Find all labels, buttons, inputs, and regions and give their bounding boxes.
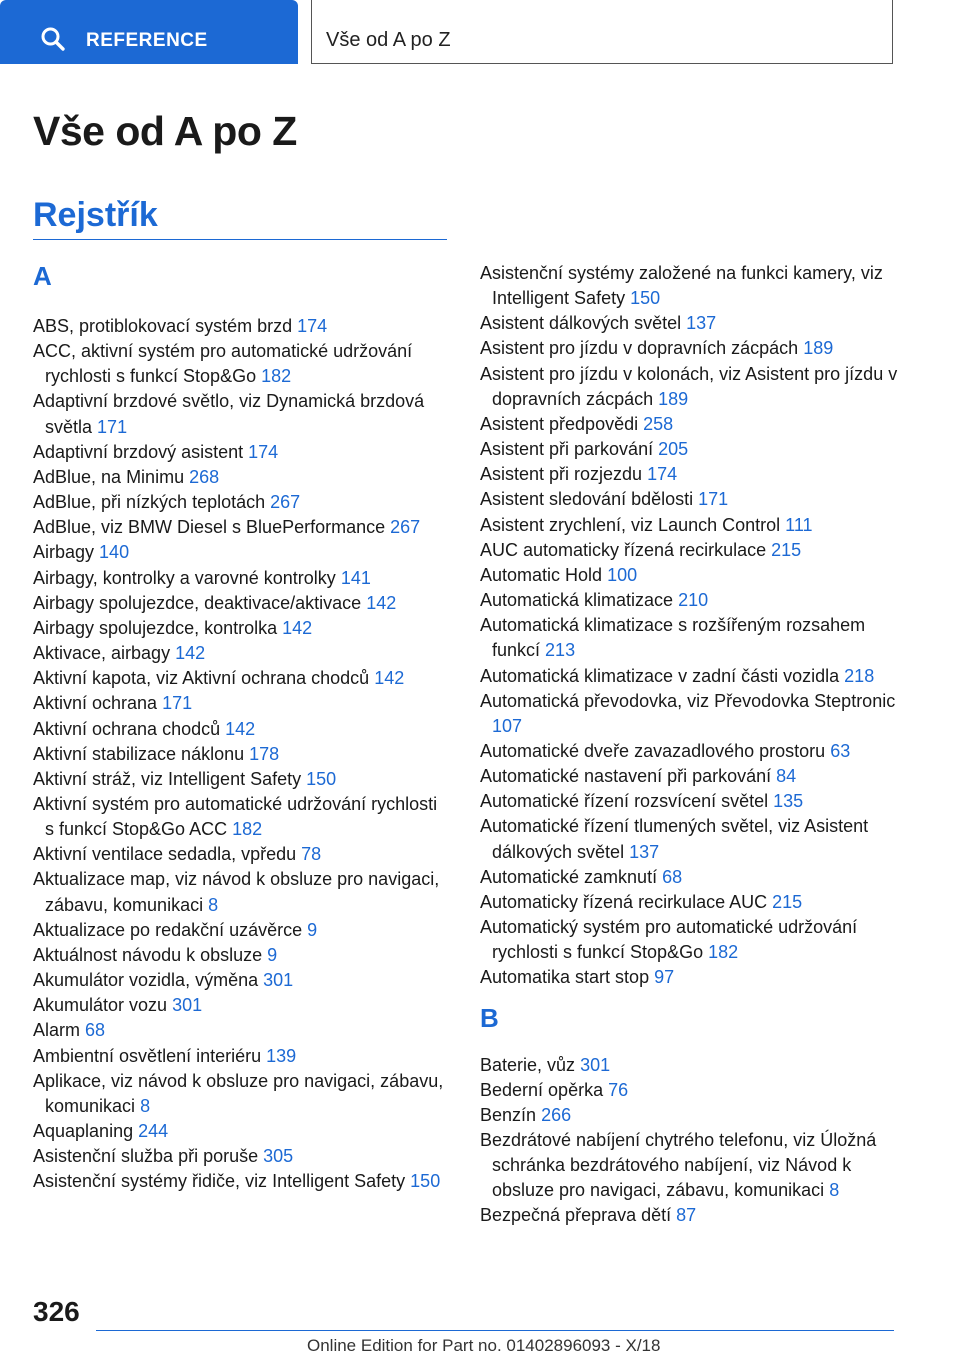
index-entry-page-link[interactable]: 142 <box>366 592 397 613</box>
index-entry-page-link[interactable]: 171 <box>162 693 193 714</box>
index-entry <box>480 689 900 739</box>
index-entry <box>33 540 447 565</box>
index-entry-page-link[interactable]: 268 <box>189 466 220 487</box>
index-entry-text: Automatické řízení tlumených světel, viz Asistent dálkových světel <box>480 816 869 862</box>
index-entry <box>33 465 447 490</box>
reference-tab-label: REFERENCE <box>86 30 208 51</box>
index-entry <box>480 1078 900 1103</box>
index-entry-page-link[interactable]: 142 <box>374 668 405 689</box>
index-entry-text: AdBlue, při nízkých teplotách <box>33 492 266 513</box>
index-entry <box>33 691 447 716</box>
index-entry-text: Asistenční systémy řidiče, viz Intelligent Safety <box>33 1171 406 1192</box>
index-entry-page-link[interactable]: 100 <box>607 564 638 585</box>
index-entry-page-link[interactable]: 142 <box>225 718 256 739</box>
index-column-right <box>480 261 900 1229</box>
index-entry-page-link[interactable]: 189 <box>803 338 834 359</box>
index-entry-page-link[interactable]: 63 <box>830 740 851 761</box>
index-entry-page-link[interactable]: 141 <box>340 567 371 588</box>
index-entry-text: Benzín <box>480 1104 537 1125</box>
index-entry-text: Automatická klimatizace s rozšířeným rozsahem funkcí <box>480 615 866 661</box>
index-entry-page-link[interactable]: 139 <box>266 1045 297 1066</box>
index-entry <box>480 563 900 588</box>
footer-divider <box>96 1330 894 1331</box>
index-entry-page-link[interactable]: 68 <box>85 1020 106 1041</box>
index-entry-text: Asistent pro jízdu v dopravních zácpách <box>480 338 799 359</box>
reference-tab[interactable] <box>0 0 298 64</box>
index-entry-text: Airbagy, kontrolky a varovné kontrolky <box>33 567 336 588</box>
index-entry-page-link[interactable]: 258 <box>643 413 674 434</box>
index-entry-text: Airbagy spolujezdce, kontrolka <box>33 617 278 638</box>
index-entry-text: Aktivní ochrana <box>33 693 158 714</box>
index-entry-text: Alarm <box>33 1020 81 1041</box>
index-entry-page-link[interactable]: 215 <box>771 539 802 560</box>
index-entry-page-link[interactable]: 205 <box>658 439 689 460</box>
index-entry-text: Asistent sledování bdělosti <box>480 489 694 510</box>
index-entry <box>480 437 900 462</box>
index-entry <box>33 566 447 591</box>
index-entry-text: Asistent zrychlení, viz Launch Control <box>480 514 781 535</box>
index-entry-page-link[interactable]: 87 <box>676 1205 697 1226</box>
index-entry-text: Asistent pro jízdu v kolonách, viz Asistent pro jízdu v dopravních zácpách <box>480 363 898 409</box>
index-entry-page-link[interactable]: 9 <box>307 919 318 940</box>
index-entry <box>33 792 447 842</box>
index-entry-page-link[interactable]: 189 <box>658 388 689 409</box>
page-title: Vše od A po Z <box>33 108 297 154</box>
index-entry-text: Asistent při rozjezdu <box>480 464 643 485</box>
index-entry-page-link[interactable]: 150 <box>410 1171 441 1192</box>
index-entry-page-link[interactable]: 305 <box>263 1146 294 1167</box>
index-entry-text: AdBlue, na Minimu <box>33 466 185 487</box>
index-entry-page-link[interactable]: 174 <box>647 464 678 485</box>
index-entry-text: Aktivní ochrana chodců <box>33 718 221 739</box>
index-entry-page-link[interactable]: 150 <box>630 288 661 309</box>
index-entry <box>33 616 447 641</box>
index-entry-page-link[interactable]: 182 <box>261 366 292 387</box>
index-entry-text: Aktivní stabilizace náklonu <box>33 743 245 764</box>
index-entry-page-link[interactable]: 137 <box>686 313 717 334</box>
index-entry-text: AdBlue, viz BMW Diesel s BluePerformance <box>33 517 386 538</box>
index-entry-page-link[interactable]: 244 <box>138 1121 169 1141</box>
index-entry <box>480 965 900 990</box>
index-letter-a: A <box>33 261 52 291</box>
index-entry-page-link[interactable]: 178 <box>249 743 280 764</box>
index-entry-text: Automatická klimatizace <box>480 590 674 611</box>
index-entry-text: Aktivace, airbagy <box>33 643 171 664</box>
search-icon <box>40 26 66 52</box>
index-entry-text: Aquaplaning <box>33 1121 134 1141</box>
index-entry <box>480 1053 900 1078</box>
index-entry <box>480 538 900 563</box>
index-entry-text: Baterie, vůz <box>480 1054 576 1075</box>
index-entry <box>480 261 900 311</box>
index-entry <box>480 336 900 361</box>
index-letter-b: B <box>480 1002 499 1033</box>
index-entry-page-link[interactable]: 140 <box>99 542 130 563</box>
index-entry <box>33 314 447 339</box>
index-entry-page-link[interactable]: 182 <box>708 942 739 963</box>
index-entry <box>33 1144 447 1169</box>
index-entries-right-b <box>480 1053 900 1229</box>
section-divider <box>33 239 447 240</box>
index-entry-text: Aktualizace map, viz návod k obsluze pro navigaci, zábavu, komunikaci <box>33 869 440 915</box>
index-entry-page-link[interactable]: 78 <box>301 844 322 865</box>
index-entry-page-link[interactable]: 213 <box>545 640 576 661</box>
index-entry-text: Akumulátor vozidla, výměna <box>33 970 259 991</box>
index-entry-page-link[interactable]: 171 <box>698 489 729 510</box>
index-entry-text: Automatické nastavení při parkování <box>480 766 772 787</box>
index-entry-page-link[interactable]: 137 <box>629 841 660 862</box>
index-column-left <box>33 261 447 1194</box>
index-entry-text: Airbagy <box>33 542 95 563</box>
index-entry-page-link[interactable]: 150 <box>306 768 337 789</box>
page-header <box>0 0 960 66</box>
index-entry-text: Aktivní ventilace sedadla, vpředu <box>33 844 297 865</box>
index-entry-text: Automatické řízení rozsvícení světel <box>480 791 769 812</box>
index-entry <box>480 764 900 789</box>
index-entry-page-link[interactable]: 215 <box>772 891 803 912</box>
index-entry <box>480 613 900 663</box>
index-entry <box>33 1119 447 1144</box>
index-entry <box>33 1069 447 1119</box>
index-entry-page-link[interactable]: 171 <box>97 416 128 437</box>
index-entry-text: Asistent při parkování <box>480 439 654 460</box>
index-entry-text: Bezpečná přeprava dětí <box>480 1205 672 1226</box>
index-entry-text: Aktuálnost návodu k obsluze <box>33 944 263 965</box>
index-entry <box>33 993 447 1018</box>
index-entry <box>33 943 447 968</box>
index-entry-text: Asistent předpovědi <box>480 413 639 434</box>
index-entry-text: Aktivní systém pro automatické udržování rychlosti s funkcí Stop&Go ACC <box>33 793 438 840</box>
index-entry-page-link[interactable]: 135 <box>773 791 804 812</box>
index-entry-page-link[interactable]: 84 <box>776 766 797 787</box>
section-title: Rejstřík <box>33 196 158 234</box>
index-entry-page-link[interactable]: 174 <box>248 441 279 462</box>
index-entry-page-link[interactable]: 267 <box>270 492 301 513</box>
index-entry-page-link[interactable]: 218 <box>844 665 875 686</box>
index-entry <box>33 1018 447 1043</box>
index-entry-text: Automatická převodovka, viz Převodovka Steptronic <box>480 690 896 711</box>
index-entry <box>33 591 447 616</box>
page-number: 326 <box>33 1296 80 1327</box>
index-entry-page-link[interactable]: 97 <box>654 967 675 988</box>
index-entries-left <box>33 314 447 1194</box>
index-entry-text: Adaptivní brzdový asistent <box>33 441 244 462</box>
index-entry <box>480 1103 900 1128</box>
index-entry <box>480 865 900 890</box>
index-entry <box>480 664 900 689</box>
index-entry <box>480 1128 900 1203</box>
index-entry <box>33 339 447 389</box>
index-entry-text: ABS, protiblokovací systém brzd <box>33 316 293 336</box>
index-entry-page-link[interactable]: 111 <box>785 514 813 535</box>
index-entry <box>33 767 447 792</box>
index-entry-text: Bederní opěrka <box>480 1079 604 1100</box>
index-entry <box>33 440 447 465</box>
index-entry <box>480 462 900 487</box>
index-entry-text: Aktualizace po redakční uzávěrce <box>33 919 303 940</box>
index-entry-text: Automatika start stop <box>480 967 650 988</box>
index-entry-page-link[interactable]: 266 <box>541 1104 572 1125</box>
index-entry-page-link[interactable]: 8 <box>829 1180 840 1201</box>
index-entry-page-link[interactable]: 210 <box>678 590 709 611</box>
index-entry <box>480 412 900 437</box>
index-entry <box>33 867 447 917</box>
index-entry <box>480 739 900 764</box>
index-entry-text: ACC, aktivní systém pro automatické udržování rychlosti s funkcí Stop&Go <box>33 341 413 387</box>
index-entry-page-link[interactable]: 182 <box>232 819 263 840</box>
index-entry-text: Automatické zamknutí <box>480 866 658 887</box>
index-entry <box>480 362 900 412</box>
index-entry <box>33 1169 447 1194</box>
index-entry <box>33 1044 447 1069</box>
index-entry <box>33 918 447 943</box>
index-entry-text: Asistent dálkových světel <box>480 313 682 334</box>
index-entry-text: Asistenční systémy založené na funkci kamery, viz Intelligent Safety <box>480 263 883 309</box>
index-entry <box>33 666 447 691</box>
index-entry <box>33 742 447 767</box>
index-entry-text: Ambientní osvětlení interiéru <box>33 1045 262 1066</box>
index-entry-page-link[interactable]: 301 <box>580 1054 611 1075</box>
index-entry <box>33 842 447 867</box>
index-entry <box>480 487 900 512</box>
index-entry-page-link[interactable]: 142 <box>175 643 206 664</box>
index-entry <box>33 490 447 515</box>
index-entry-text: Bezdrátové nabíjení chytrého telefonu, viz Úložná schránka bezdrátového nabíjení, viz Návod k obsluze pro navigaci, zábavu, komunikaci <box>480 1130 877 1201</box>
index-entry-text: Automaticky řízená recirkulace AUC <box>480 891 768 912</box>
index-entries-right-a <box>480 261 900 991</box>
index-entry-page-link[interactable]: 8 <box>140 1095 151 1116</box>
chapter-title: Vše od A po Z <box>326 29 451 51</box>
index-entry <box>33 717 447 742</box>
index-entry-page-link[interactable]: 142 <box>282 617 313 638</box>
index-entry-page-link[interactable]: 76 <box>608 1079 629 1100</box>
index-entry <box>480 311 900 336</box>
index-entry-text: Adaptivní brzdové světlo, viz Dynamická brzdová světla <box>33 391 425 437</box>
index-entry-text: Automatický systém pro automatické udržování rychlosti s funkcí Stop&Go <box>480 917 858 963</box>
index-entry-page-link[interactable]: 107 <box>492 715 523 736</box>
index-entry <box>480 588 900 613</box>
index-entry-text: Aplikace, viz návod k obsluze pro navigaci, zábavu, komunikaci <box>33 1070 444 1116</box>
index-entry-text: Aktivní stráž, viz Intelligent Safety <box>33 768 302 789</box>
index-entry <box>33 515 447 540</box>
index-entry <box>480 814 900 864</box>
chapter-title-tab <box>311 0 893 64</box>
index-entry-text: Automatic Hold <box>480 564 603 585</box>
index-entry-page-link[interactable]: 9 <box>267 944 278 965</box>
edition-footer: Online Edition for Part no. 01402896093 - X/18 <box>307 1336 661 1355</box>
index-entry <box>33 968 447 993</box>
index-entry-page-link[interactable]: 8 <box>208 894 219 915</box>
index-entry-text: Airbagy spolujezdce, deaktivace/aktivace <box>33 592 362 613</box>
index-entry-page-link[interactable]: 68 <box>662 866 683 887</box>
index-entry <box>480 513 900 538</box>
index-entry-text: AUC automaticky řízená recirkulace <box>480 539 767 560</box>
index-entry <box>480 789 900 814</box>
index-entry-page-link[interactable]: 301 <box>263 970 294 991</box>
index-entry <box>480 915 900 965</box>
index-entry <box>33 389 447 439</box>
index-entry <box>33 641 447 666</box>
index-entry-page-link[interactable]: 267 <box>390 517 421 538</box>
index-entry <box>480 1203 900 1228</box>
index-entry-page-link[interactable]: 301 <box>172 995 203 1016</box>
index-entry-text: Automatické dveře zavazadlového prostoru <box>480 740 826 761</box>
index-entry <box>480 890 900 915</box>
index-entry-text: Automatická klimatizace v zadní části vozidla <box>480 665 840 686</box>
index-entry-text: Aktivní kapota, viz Aktivní ochrana chodců <box>33 668 370 689</box>
index-entry-page-link[interactable]: 174 <box>297 316 328 336</box>
index-entry-text: Asistenční služba při poruše <box>33 1146 259 1167</box>
index-entry-text: Akumulátor vozu <box>33 995 168 1016</box>
